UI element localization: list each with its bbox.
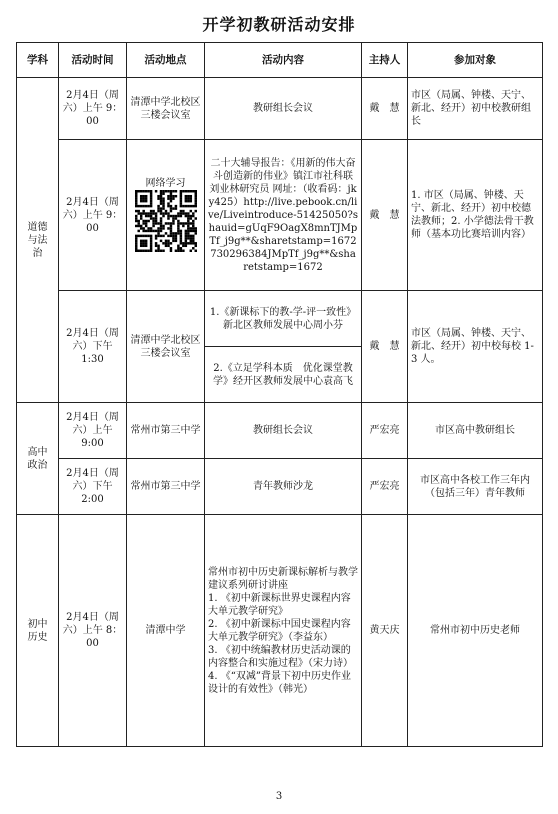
host-cell: 黄天庆 [362, 515, 408, 747]
host-cell: 严宏亮 [362, 459, 408, 515]
header-subject: 学科 [17, 43, 59, 78]
time-cell: 2月4日（周六）下午 1:30 [59, 291, 127, 403]
content-cell: 教研组长会议 [205, 78, 362, 140]
table-row [17, 459, 543, 515]
qr-label: 网络学习 [145, 178, 186, 189]
page-number: 3 [275, 791, 283, 802]
host-cell: 戴 慧 [362, 140, 408, 291]
table-row [17, 140, 543, 291]
header-host: 主持人 [362, 43, 408, 78]
participants-cell: 常州市初中历史老师 [408, 515, 543, 747]
subject-cell: 高中政治 [17, 403, 59, 515]
subject-cell: 道德与法治 [17, 78, 59, 403]
content-cell [205, 515, 362, 747]
participants-cell: 市区（局属、钟楼、天宁、新北、经开）初中校每校 1-3 人。 [408, 291, 543, 403]
header-place: 活动地点 [127, 43, 205, 78]
time-cell: 2月4日（周六）下午 2:00 [59, 459, 127, 515]
place-cell: 清潭中学 [127, 515, 205, 747]
content-cell: 1.《新课标下的教-学-评一致性》新北区教师发展中心周小芬 [205, 291, 362, 347]
content-cell: 青年教师沙龙 [205, 459, 362, 515]
time-cell: 2月4日（周六）上午 9：00 [59, 78, 127, 140]
participants-cell: 1. 市区（局属、钟楼、天宁、新北、经开）初中校德法教师；2. 小学德法骨干教师（基本功比赛培训内容） [408, 140, 543, 291]
participants-cell: 市区高中各校工作三年内（包括三年）青年教师 [408, 459, 543, 515]
place-cell: 常州市第三中学 [127, 459, 205, 515]
participants-cell: 市区（局属、钟楼、天宁、新北、经开）初中校教研组长 [408, 78, 543, 140]
host-cell: 戴 慧 [362, 78, 408, 140]
list-item: 4. 《“双减”背景下初中历史作业设计的有效性》（韩光） [208, 670, 351, 695]
content-cell: 2.《立足学科本质 优化课堂教学》经开区教师发展中心袁高飞 [205, 347, 362, 403]
host-cell: 戴 慧 [362, 291, 408, 403]
page-title: 开学初教研活动安排 [202, 15, 356, 34]
time-cell: 2月4日（周六）上午 8：00 [59, 515, 127, 747]
header-time: 活动时间 [59, 43, 127, 78]
lecture-list [208, 592, 358, 696]
place-cell [127, 140, 205, 291]
host-cell: 严宏亮 [362, 403, 408, 459]
qr-code-icon[interactable] [135, 190, 197, 252]
time-cell: 2月4日（周六）上午 9:00 [59, 403, 127, 459]
subject-cell: 初中历史 [17, 515, 59, 747]
header-content: 活动内容 [205, 43, 362, 78]
schedule-table [16, 42, 543, 747]
header-participants: 参加对象 [408, 43, 543, 78]
list-item: 2. 《初中新课标中国史课程内容大单元教学研究》（李益东） [208, 618, 351, 643]
lecture-intro: 常州市初中历史新课标解析与教学建议系列研讨讲座 [208, 566, 358, 591]
content-cell: 教研组长会议 [205, 403, 362, 459]
list-item: 1. 《初中新课标世界史课程内容大单元教学研究》 [208, 592, 351, 617]
list-item: 3. 《初中统编教材历史活动课的内容整合和实施过程》（宋力诗） [208, 644, 353, 669]
participants-cell: 市区高中教研组长 [408, 403, 543, 459]
table-row [17, 403, 543, 459]
table-row [17, 515, 543, 747]
header-row [17, 43, 543, 78]
table-row [17, 78, 543, 140]
place-cell: 清潭中学北校区三楼会议室 [127, 78, 205, 140]
time-cell: 2月4日（周六）上午 9：00 [59, 140, 127, 291]
table-row [17, 291, 543, 347]
content-cell: 二十大辅导报告：《用新的伟大奋斗创造新的伟业》镇江市社科联 刘业林研究员 网址：（收看码：jky425）http://live.pebook.cn/live/Liveintroduce-51425050?shauid=gUqF9OagX8mnTJMpTf_j9g**&sharetstamp=1672730296384JMpTf_j9g**&sharetstamp=1672 [205, 140, 362, 291]
place-cell: 常州市第三中学 [127, 403, 205, 459]
place-cell: 清潭中学北校区三楼会议室 [127, 291, 205, 403]
